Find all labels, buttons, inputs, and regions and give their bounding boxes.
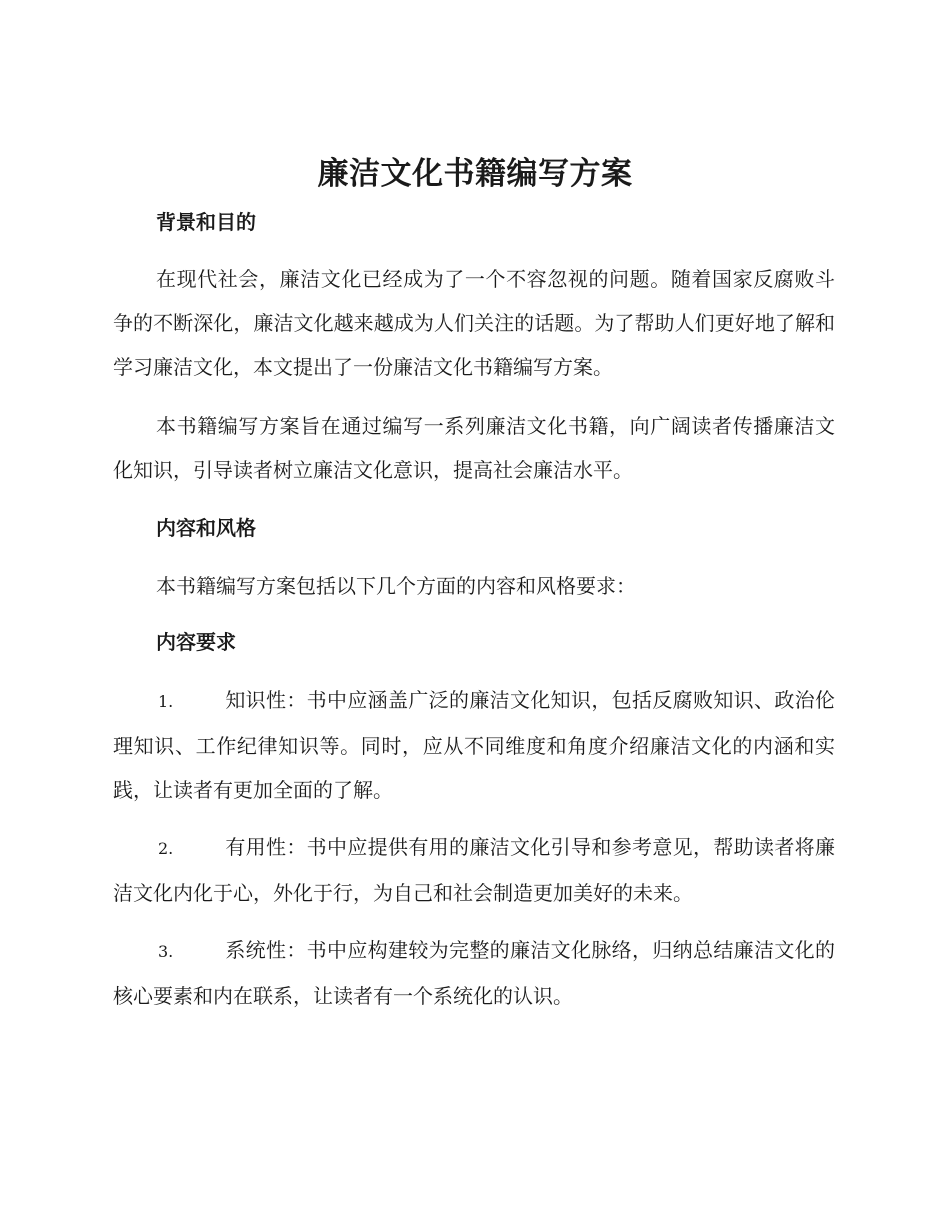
list-item-3 (113, 928, 835, 1018)
paragraph-content-style-intro: 本书籍编写方案包括以下几个方面的内容和风格要求： (156, 574, 636, 598)
list-item-2 (113, 825, 835, 915)
list-item-number: 3. (158, 942, 174, 961)
list-item-text: 系统性：书中应构建较为完整的廉洁文化脉络，归纳总结廉洁文化的核心要素和内在联系，让读者有一个系统化的认识。 (113, 938, 835, 1008)
paragraph-background-2: 本书籍编写方案旨在通过编写一系列廉洁文化书籍，向广阔读者传播廉洁文化知识，引导读者树立廉洁文化意识，提高社会廉洁水平。 (113, 414, 835, 482)
list-item-number: 2. (158, 839, 174, 858)
list-item-text: 有用性：书中应提供有用的廉洁文化引导和参考意见，帮助读者将廉洁文化内化于心，外化于行，为自己和社会制造更加美好的未来。 (113, 835, 835, 905)
list-item-number: 1. (158, 692, 174, 711)
paragraph-background-1: 在现代社会，廉洁文化已经成为了一个不容忽视的问题。随着国家反腐败斗争的不断深化，廉洁文化越来越成为人们关注的话题。为了帮助人们更好地了解和学习廉洁文化，本文提出了一份廉洁文化书籍编写方案。 (113, 267, 835, 379)
section-heading-content-requirements: 内容要求 (156, 630, 236, 654)
section-heading-content-style: 内容和风格 (156, 516, 256, 540)
list-item-text: 知识性：书中应涵盖广泛的廉洁文化知识，包括反腐败知识、政治伦理知识、工作纪律知识等。同时，应从不同维度和角度介绍廉洁文化的内涵和实践，让读者有更加全面的了解。 (113, 688, 835, 802)
document-title: 廉洁文化书籍编写方案 (317, 156, 633, 192)
list-item-1 (113, 678, 835, 812)
section-heading-background: 背景和目的 (156, 210, 256, 234)
